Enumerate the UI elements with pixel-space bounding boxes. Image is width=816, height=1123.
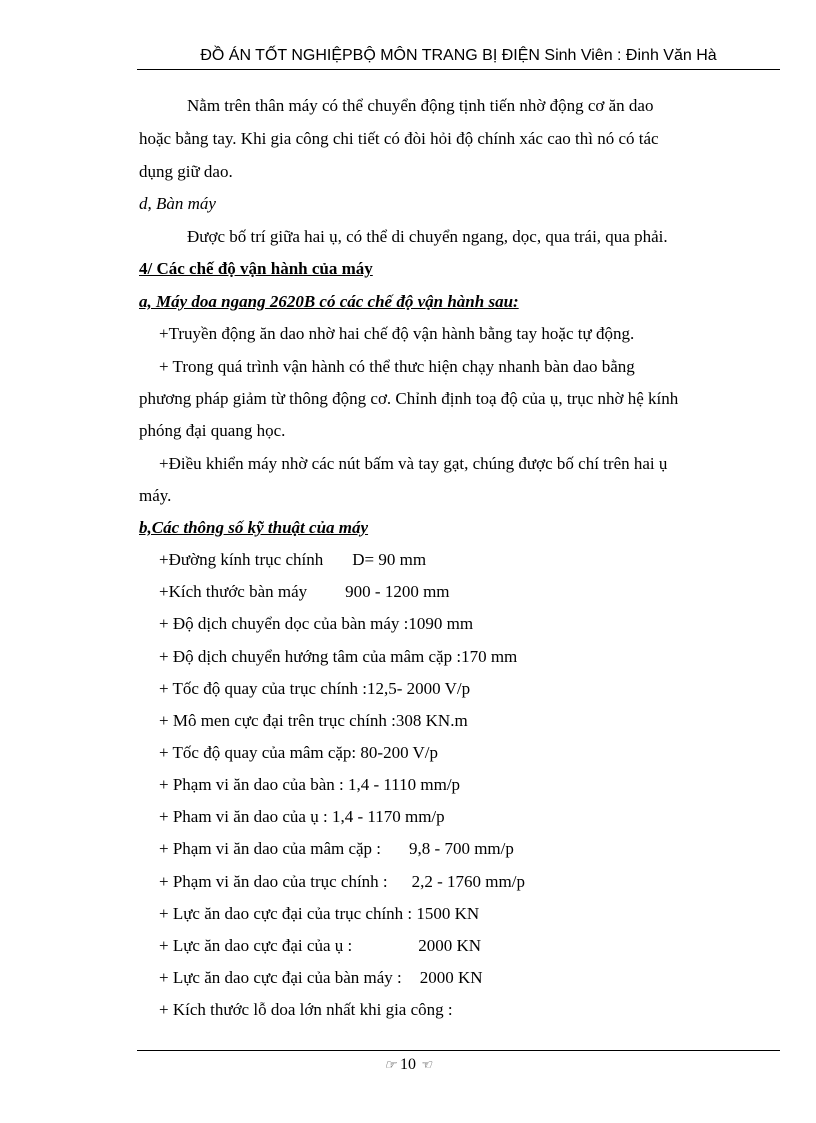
paragraph-line: hoặc bằng tay. Khi gia công chi tiết có đòi hỏi độ chính xác cao thì nó có tác [139,129,659,148]
paragraph-line: Nằm trên thân máy có thể chuyển động tịnh tiến nhờ động cơ ăn dao [187,96,654,115]
spec-value: 2000 KN [419,968,483,987]
subheading-a: a, Máy doa ngang 2620B có các chế độ vận hành sau: [139,292,519,311]
spec-item [159,833,514,865]
spec-item [159,866,525,898]
spec-item: + Độ dịch chuyển hướng tâm của mâm cặp :170 mm [159,647,518,666]
paragraph-line: +Truyền động ăn dao nhờ hai chế độ vận hành bằng tay hoặc tự động. [159,324,635,343]
pointing-hand-right-icon: ☜ [420,1057,432,1072]
spec-label: + Lực ăn dao cực đại của bàn máy : [159,968,402,987]
spec-item [159,930,481,962]
spec-item: + Mô men cực đại trên trục chính :308 KN.m [159,711,468,730]
paragraph-line: Được bố trí giữa hai ụ, có thể di chuyển ngang, dọc, qua trái, qua phải. [187,227,668,246]
spec-label: +Đường kính trục chính [159,550,324,569]
header-rule [137,69,780,70]
paragraph-line: +Điều khiển máy nhờ các nút bấm và tay gạt, chúng được bố chí trên hai ụ [159,454,668,473]
spec-label: + Phạm vi ăn dao của trục chính : [159,872,388,891]
page-footer [0,1054,816,1076]
paragraph-line: + Trong quá trình vận hành có thể thưc hiện chạy nhanh bàn dao bằng [159,357,635,376]
running-header: ĐỒ ÁN TỐT NGHIỆPBỘ MÔN TRANG BỊ ĐIỆN Sinh Viên : Đinh Văn Hà [200,47,717,64]
page-number: 10 [400,1056,416,1073]
spec-value: 2,2 - 1760 mm/p [411,872,525,891]
spec-label: +Kích thước bàn máy [159,582,308,601]
spec-item: + Kích thước lỗ doa lớn nhất khi gia công : [159,1000,453,1019]
spec-value: 2000 KN [418,936,482,955]
pointing-hand-left-icon: ☞ [384,1057,396,1072]
subheading-b: b,Các thông số kỹ thuật của máy [139,518,369,537]
spec-item: + Tốc độ quay của mâm cặp: 80-200 V/p [159,743,439,762]
paragraph-line: dụng giữ dao. [139,162,233,181]
spec-item: + Lực ăn dao cực đại của trục chính : 1500 KN [159,904,480,923]
spec-value: 9,8 - 700 mm/p [409,839,514,858]
spec-item: + Độ dịch chuyển dọc của bàn máy :1090 mm [159,614,474,633]
spec-value: D= 90 mm [352,550,427,569]
spec-label: + Lực ăn dao cực đại của ụ : [159,936,353,955]
spec-item: + Tốc độ quay của trục chính :12,5- 2000 V/p [159,679,471,698]
paragraph-line: phóng đại quang học. [139,421,286,440]
paragraph-line: phương pháp giảm từ thông động cơ. Chỉnh định toạ độ của ụ, trục nhờ hệ kính [139,389,679,408]
spec-value: 900 - 1200 mm [345,582,450,601]
spec-item [159,962,483,994]
spec-label: + Phạm vi ăn dao của mâm cặp : [159,839,382,858]
subheading-d: d, Bàn máy [139,194,216,213]
footer-rule [137,1050,780,1051]
spec-item [159,576,450,608]
paragraph-line: máy. [139,486,172,505]
section-heading: 4/ Các chế độ vận hành của máy [139,259,373,278]
spec-item: + Pham vi ăn dao của ụ : 1,4 - 1170 mm/p [159,807,445,826]
spec-item: + Phạm vi ăn dao của bàn : 1,4 - 1110 mm/p [159,775,461,794]
spec-item [159,544,426,576]
